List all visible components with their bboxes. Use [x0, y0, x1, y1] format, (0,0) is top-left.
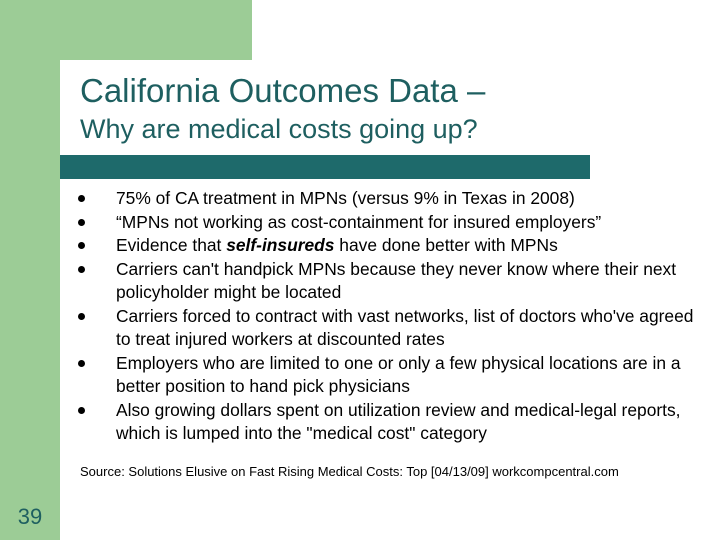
- top-accent-block: [0, 0, 252, 60]
- bullet-text-after: have done better with MPNs: [334, 235, 558, 255]
- bullet-item: [78, 211, 703, 235]
- bullet-text: Carriers forced to contract with vast networks, list of doctors who've agreed to treat injured workers at discounted rates: [116, 305, 694, 349]
- bullet-item: [78, 399, 703, 446]
- left-accent-bar: [0, 0, 60, 540]
- bullet-text: “MPNs not working as cost-containment for insured employers”: [116, 211, 602, 232]
- bullet-text: Employers who are limited to one or only a few physical locations are in a better position to hand pick physicians: [116, 352, 681, 396]
- bullet-item: [78, 305, 703, 352]
- bullet-dot-icon: [78, 195, 85, 202]
- bullet-item: [78, 187, 703, 211]
- source-citation: Source: Solutions Elusive on Fast Rising Medical Costs: Top [04/13/09] workcompcentral.com: [80, 464, 619, 479]
- slide-subtitle: Why are medical costs going up?: [80, 114, 478, 144]
- bullet-text-before: Evidence that: [116, 235, 227, 255]
- bullet-item: [78, 234, 703, 258]
- bullet-dot-icon: [78, 266, 85, 273]
- bullet-text: Also growing dollars spent on utilization review and medical-legal reports, which is lumped into the "medical cost" category: [116, 399, 681, 443]
- bullet-dot-icon: [78, 219, 85, 226]
- bullet-dot-icon: [78, 313, 85, 320]
- bullet-emphasis: self-insureds: [226, 235, 335, 255]
- bullet-dot-icon: [78, 242, 85, 249]
- title-divider-bar: [60, 155, 590, 179]
- bullet-dot-icon: [78, 360, 85, 367]
- bullet-item: [78, 258, 703, 305]
- slide-title: California Outcomes Data –: [80, 72, 486, 109]
- title-divider-gap: [60, 179, 590, 181]
- page-number: 39: [17, 504, 43, 529]
- bullet-item: [78, 352, 703, 399]
- bullet-text: 75% of CA treatment in MPNs (versus 9% in Texas in 2008): [116, 188, 575, 208]
- bullet-list: [78, 187, 703, 446]
- bullet-dot-icon: [78, 407, 85, 414]
- bullet-text: Carriers can't handpick MPNs because they never know where their next policyholder might be located: [116, 258, 677, 302]
